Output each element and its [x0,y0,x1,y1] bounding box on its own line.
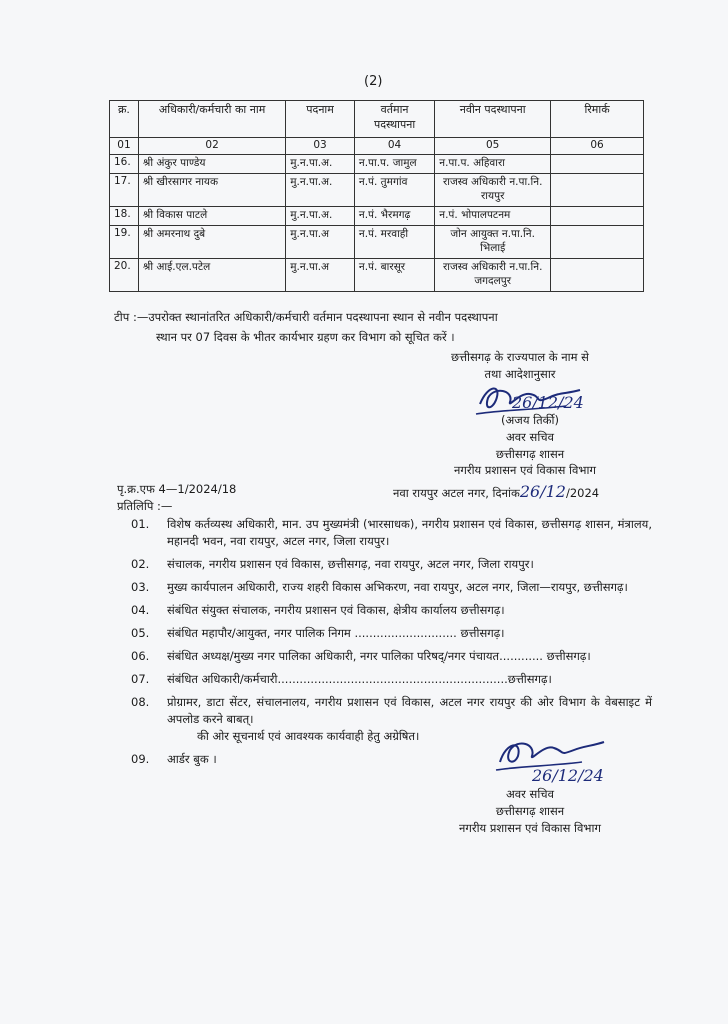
row-new-posting: राजस्व अधिकारी न.पा.नि. रायपुर [435,174,551,207]
table-row [110,259,644,292]
signatory-1-department: नगरीय प्रशासन एवं विकास विभाग [454,463,596,477]
copy-text: संबंधित महापौर/आयुक्त, नगर पालिक निगम ............................ छत्तीसगढ़। [167,626,505,640]
signatory-2-block [430,786,630,820]
row-designation: मु.न.पा.अ. [286,207,355,226]
page-number: (2) [364,74,383,89]
signatory-2-department: नगरीय प्रशासन एवं विकास विभाग [459,821,601,835]
copy-text: मुख्य कार्यपालन अधिकारी, राज्य शहरी विकास अभिकरण, नवा रायपुर, अटल नगर, जिला—रायपुर, छत्तीसगढ़। [167,580,628,594]
row-name: श्री अमरनाथ दुबे [138,226,285,259]
table-row [110,207,644,226]
column-code: 05 [435,138,551,155]
list-item [117,579,652,596]
order-line-1: छत्तीसगढ़ के राज्यपाल के नाम से [451,350,589,364]
list-item [117,694,652,728]
copy-text: संचालक, नगरीय प्रशासन एवं विकास, छत्तीसगढ़, नवा रायपुर, अटल नगर, जिला रायपुर। [167,557,534,571]
row-serial: 19. [110,226,139,259]
header-new-posting: नवीन पदस्थापना [435,101,551,138]
list-item [117,648,652,665]
row-new-posting: न.पं. भोपालपटनम [435,207,551,226]
row-remark [551,226,644,259]
order-block [400,349,640,383]
header-remark: रिमार्क [551,101,644,138]
copy-number: 08. [131,695,150,709]
transfer-table [109,100,644,292]
list-item [117,556,652,573]
row-name: श्री खीरसागर नायक [138,174,285,207]
header-serial: क्र. [110,101,139,138]
row-serial: 16. [110,155,139,174]
column-code: 06 [551,138,644,155]
row-name: श्री अंकुर पाण्डेय [138,155,285,174]
list-item [117,516,652,550]
row-current-posting: न.पं. भैरमगढ़ [354,207,434,226]
row-designation: मु.न.पा.अ. [286,155,355,174]
signatory-1-name: (अजय तिर्की) [501,413,559,427]
row-serial: 17. [110,174,139,207]
table-header-row [110,101,644,138]
copy-number: 09. [131,752,150,766]
table-row [110,155,644,174]
row-remark [551,174,644,207]
date-year: /2024 [565,486,600,500]
note-line-2: स्थान पर 07 दिवस के भीतर कार्यभार ग्रहण कर विभाग को सूचित करें । [156,330,455,344]
row-serial: 20. [110,259,139,292]
note-paragraph [114,307,648,347]
copy-text: विशेष कर्तव्यस्थ अधिकारी, मान. उप मुख्यमंत्री (भारसाधक), नगरीय प्रशासन एवं विकास, छत्तीसगढ़ शासन, मंत्रालय, महानदी भवन, नवा रायपुर, अटल नगर, जिला रायपुर। [167,517,652,548]
signatory-2-designation: अवर सचिव [506,787,554,801]
order-line-2: तथा आदेशानुसार [484,367,556,381]
row-designation: मु.न.पा.अ [286,226,355,259]
copy-number: 03. [131,580,150,594]
note-line-1: टीप :—उपरोक्त स्थानांतरित अधिकारी/कर्मचारी वर्तमान पदस्थापना स्थान से नवीन पदस्थापना [114,310,498,324]
row-remark [551,259,644,292]
row-name: श्री विकास पाटले [138,207,285,226]
place-date [393,482,599,501]
column-code: 03 [286,138,355,155]
handwritten-date: 26/12 [519,482,566,501]
copy-number: 01. [131,517,150,531]
row-new-posting: जोन आयुक्त न.पा.नि. भिलाई [435,226,551,259]
column-codes-row [110,138,644,155]
copy-number: 06. [131,649,150,663]
copy-text: संबंधित अधिकारी/कर्मचारी...............................................................छत्तीसगढ़। [167,672,552,686]
list-item [117,671,652,688]
row-current-posting: न.पं. मरवाही [354,226,434,259]
header-name: अधिकारी/कर्मचारी का नाम [138,101,285,138]
signatory-1-block [430,412,630,463]
column-code: 02 [138,138,285,155]
column-code: 04 [354,138,434,155]
copy-number: 02. [131,557,150,571]
header-designation: पदनाम [286,101,355,138]
list-item [117,602,652,619]
row-current-posting: न.पं. बारसूर [354,259,434,292]
signatory-2-govt: छत्तीसगढ़ शासन [495,804,565,818]
signature-1-date: 26/12/24 [512,393,584,412]
list-item [117,625,652,642]
row-name: श्री आई.एल.पटेल [138,259,285,292]
row-designation: मु.न.पा.अ. [286,174,355,207]
row-remark [551,155,644,174]
row-serial: 18. [110,207,139,226]
place-date-prefix: नवा रायपुर अटल नगर, दिनांक [393,486,520,500]
row-new-posting: न.पा.प. अहिवारा [435,155,551,174]
table-row [110,226,644,259]
row-current-posting: न.पं. तुमगांव [354,174,434,207]
copy-text: संबंधित संयुक्त संचालक, नगरीय प्रशासन एवं विकास, क्षेत्रीय कार्यालय छत्तीसगढ़। [167,603,505,617]
signature-2-date: 26/12/24 [532,766,604,785]
row-designation: मु.न.पा.अ [286,259,355,292]
copy-text: प्रोग्रामर, डाटा सेंटर, संचालनालय, नगरीय प्रशासन एवं विकास, अटल नगर रायपुर की ओर विभाग के वेबसाइट में अपलोड करने बाबत्। [167,695,652,726]
forward-line: की ओर सूचनार्थ एवं आवश्यक कार्यवाही हेतु अग्रेषित। [197,729,420,743]
copy-label: प्रतिलिपि :— [117,499,173,513]
copy-number: 05. [131,626,150,640]
signatory-1-govt: छत्तीसगढ़ शासन [495,447,565,461]
row-remark [551,207,644,226]
row-current-posting: न.पा.प. जामुल [354,155,434,174]
copy-number: 04. [131,603,150,617]
column-code: 01 [110,138,139,155]
signatory-1-designation: अवर सचिव [506,430,554,444]
reference-number: पृ.क्र.एफ 4—1/2024/18 [117,482,237,496]
header-current-posting: वर्तमान पदस्थापना [354,101,434,138]
row-new-posting: राजस्व अधिकारी न.पा.नि. जगदलपुर [435,259,551,292]
copy-text: आर्डर बुक । [167,752,217,766]
copy-number: 07. [131,672,150,686]
copy-text: संबंधित अध्यक्ष/मुख्य नगर पालिका अधिकारी, नगर पालिका परिषद्/नगर पंचायत............ छत्तीसगढ़। [167,649,591,663]
table-row [110,174,644,207]
